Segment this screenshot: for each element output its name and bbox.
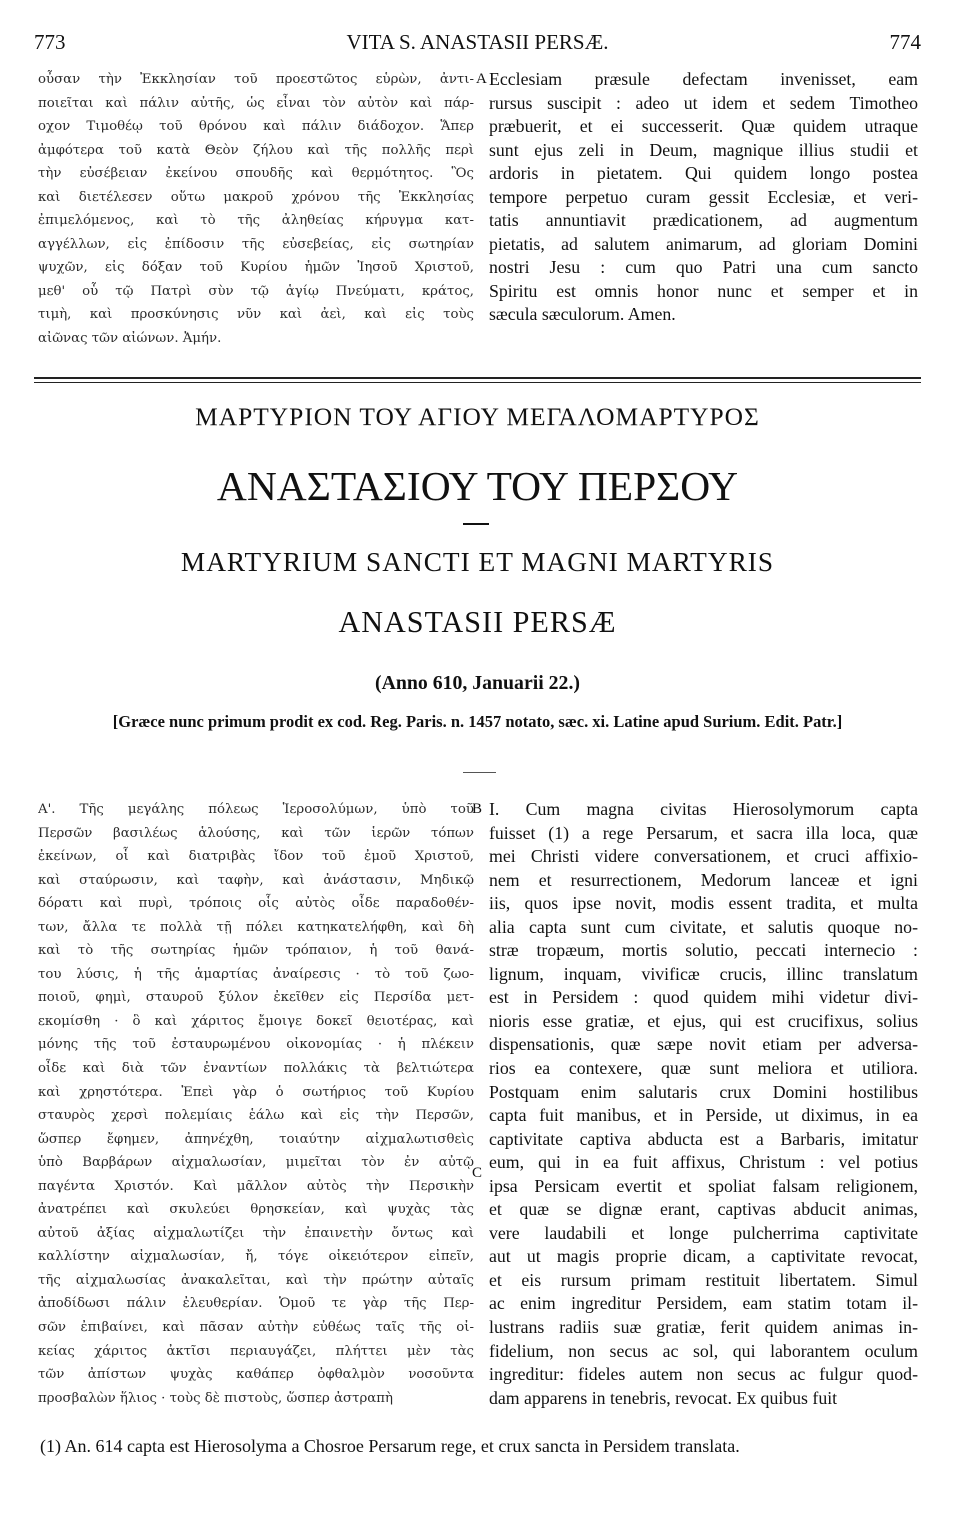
text-line: καὶ διετέλεσεν οὕτω μακροῦ χρόνου τῆς Ἐκκλησίας bbox=[38, 189, 474, 205]
text-line: ardoris in pietatem. Qui quidem longo postea bbox=[489, 163, 918, 184]
text-line: ἀμφότερα τοῦ κατὰ Θεὸν ζήλου καὶ τῆς πολλῆς περὶ bbox=[38, 142, 474, 158]
text-line: προσβαλὼν ἥλιος · τοὺς δὲ πιστοὺς, ὥσπερ ἀστραπὴ bbox=[38, 1390, 393, 1406]
text-line: Ecclesiam præsule defectam invenisset, eam bbox=[489, 69, 918, 89]
text-line: ingreditur: fideles autem non secus ac fulgur quod- bbox=[489, 1364, 918, 1385]
footnote: (1) An. 614 capta est Hierosolyma a Chosroe Persarum rege, et crux sancta in Persidem translata. bbox=[40, 1436, 740, 1456]
text-line: τιμὴ, καὶ προσκύνησις νῦν καὶ ἀεὶ, καὶ εἰς τοὺς bbox=[38, 307, 474, 323]
text-line: ὥσπερ ἔφημεν, ἀπηνέχθη, τοιαύτην αἰχμαλωτισθεὶς bbox=[38, 1131, 474, 1147]
text-line: ἀποδίδωσι πάλιν ἐλευθερίαν. Ὁμοῦ τε γὰρ τῆς Περ- bbox=[38, 1296, 474, 1312]
text-line: κείας χάριτος ἀκτῖσι περιαυγάζει, πλήττει μὲν τὰς bbox=[38, 1343, 474, 1359]
short-rule bbox=[463, 772, 496, 773]
text-line: μεθ' οὗ τῷ Πατρὶ σὺν τῷ ἁγίῳ Πνεύματι, κράτος, bbox=[38, 283, 474, 299]
text-line: aut ut magis proprie dicam, a captivitate revocat, bbox=[489, 1246, 918, 1267]
section-rule-thin bbox=[34, 382, 921, 383]
text-line: alia capta sunt cum civitate, et salutis quoque no- bbox=[489, 916, 918, 937]
text-line: dispensationis, quæ sæpe novit etiam per adversa- bbox=[489, 1034, 918, 1055]
text-line: præbuerit, et ei successerit. Quæ quidem utraque bbox=[489, 116, 918, 137]
text-line: των, ἄλλα τε πολλὰ τῇ πόλει κατηκατελήφθη, καὶ δὴ bbox=[38, 919, 474, 935]
text-line: οὖσαν τὴν Ἐκκλησίαν τοῦ προεστῶτος εὑρὼν, ἀντι- bbox=[38, 72, 474, 87]
greek-title-line2: ΑΝΑΣΤΑΣΙΟΥ ΤΟΥ ΠΕΡΣΟΥ bbox=[216, 463, 739, 509]
text-line: lustrans radiis suæ gratiæ, ferit quidem animas in- bbox=[489, 1317, 918, 1338]
text-line: captivitate captiva abducta est a Barbaris, imitatur bbox=[489, 1128, 918, 1149]
text-line: lignum, inquam, vivificæ crucis, illinc translatum bbox=[489, 963, 918, 984]
text-line: δόρατι καὶ πυρὶ, τρόποις οἷς αὐτὸς οἶδε παραδοθέν- bbox=[38, 896, 474, 912]
margin-marker-a: A bbox=[476, 71, 487, 87]
text-line: et eis rursum primam restituit libertatem. Simul bbox=[489, 1269, 918, 1290]
text-line: οἶδε καὶ διὰ τῶν ἐναντίων πολλάκις τὰ βελτιώτερα bbox=[38, 1061, 474, 1077]
text-line: nostri Jesu : cum quo Patri una cum sancto bbox=[489, 257, 918, 278]
running-title: VITA S. ANASTASII PERSÆ. bbox=[346, 30, 609, 54]
text-line: iis, quos ipse novit, modis essent tradita, et multa bbox=[489, 893, 918, 914]
text-line: dam apparens in tenebris, revocat. Ex quibus fuit bbox=[489, 1387, 838, 1408]
text-line: nem et resurrectionem, Medorum lanceæ et igni bbox=[489, 869, 918, 890]
text-line: ποιοῦ, φημὶ, σταυροῦ ξύλον ἐκεῖθεν εἰς Περσίδα μετ- bbox=[38, 990, 474, 1006]
text-line: αὐτοῦ ἀξίας αἰχμαλωτίζει τὴν ἐπαινετὴν ὄντως καὶ bbox=[38, 1225, 474, 1241]
running-header bbox=[34, 30, 921, 56]
text-line: capta fuit manibus, et in Perside, ut diximus, in ea bbox=[489, 1105, 918, 1126]
text-line: tatis annuntiavit prædicationem, ad augmentum bbox=[489, 210, 918, 231]
text-line: ac enim ingreditur Persidem, eam statim totam il- bbox=[489, 1293, 918, 1314]
text-line: et quæ se dignæ erant, captivas abducit animas, bbox=[489, 1199, 918, 1220]
text-line: ἐκείνων, οἷ καὶ διατριβὰς ἴδον τοῦ ἐμοῦ Χριστοῦ, bbox=[38, 849, 474, 865]
text-line: καὶ χρηστότερα. Ἐπεὶ γὰρ ὁ σωτήριος τοῦ Κυρίου bbox=[38, 1084, 474, 1100]
text-line: σῶν ἐπιβαίνει, καὶ πᾶσαν αὐτὴν εὐθέως ταῖς τῆς οἰ- bbox=[38, 1320, 474, 1336]
page-number-right: 774 bbox=[889, 30, 921, 54]
text-line: sunt ejus zeli in Deum, magnique illius studii et bbox=[489, 139, 918, 160]
text-line: vere laudabili et longe pulcherrima captivitate bbox=[489, 1222, 918, 1243]
text-line: pietatis, ad salutem animarum, ad gloriam Domini bbox=[489, 233, 918, 254]
bottom-greek-column bbox=[38, 798, 474, 1410]
text-line: nioris esse gratiæ, et ejus, qui est crucifixus, solius bbox=[489, 1010, 918, 1031]
text-line: eum, qui in ea fuit affixus, Christum : vel potius bbox=[489, 1152, 918, 1173]
text-line: ποιεῖται καὶ πάλιν αὐτῆς, ὡς εἶναι τὸν αὐτὸν καὶ πάρ- bbox=[38, 95, 474, 111]
text-line: αγγέλλων, εἰς ἐπίδοσιν τῆς εὐσεβείας, εἰς σωτηρίαν bbox=[38, 236, 474, 252]
section-rule-thick bbox=[34, 377, 921, 379]
text-line: sæcula sæculorum. Amen. bbox=[489, 304, 676, 325]
text-line: est in Persidem : quod quidem mihi videtur divi- bbox=[489, 987, 918, 1008]
margin-marker-b: B bbox=[472, 801, 483, 817]
text-line: Spiritu est omnis honor nunc et semper et in bbox=[489, 280, 918, 301]
text-line: σταυρὸς χερσὶ πολεμίαις ἑάλω καὶ εἰς τὴν Περσῶν, bbox=[38, 1108, 474, 1124]
text-line: μόνης τῆς τοῦ ἐσταυρωμένου οἰκονομίας · ἡ πλέκειν bbox=[38, 1037, 474, 1053]
text-line: ἐπιμελόμενος, καὶ τὸ τῆς ἀληθείας κήρυγμα κατ- bbox=[38, 213, 474, 229]
text-line: Α'. Τῆς μεγάλης πόλεως Ἱεροσολύμων, ὑπὸ τοῦ bbox=[38, 802, 474, 817]
text-line: καὶ σταύρωσιν, καὶ ταφὴν, καὶ ἀνάστασιν, Μηδικῷ bbox=[38, 872, 474, 888]
text-line: ipsa Persicam evertit et spoliat falsam religionem, bbox=[489, 1175, 918, 1196]
text-line: fidelium, non secus ac sol, qui laborantem oculum bbox=[489, 1340, 918, 1361]
text-line: Postquam enim salutaris crux Domini hostilibus bbox=[489, 1081, 918, 1102]
text-line: Περσῶν βασιλέως ἁλούσης, καὶ τῶν ἱερῶν τόπων bbox=[38, 825, 474, 841]
text-line: fuisset (1) a rege Persarum, et sacra illa loca, quæ bbox=[489, 822, 918, 843]
text-line: rios ea contexere, quæ sunt meliora et utiliora. bbox=[489, 1058, 918, 1079]
top-latin-column bbox=[489, 68, 918, 327]
title-dash bbox=[463, 523, 489, 525]
text-line: rursus suscipit : adeo ut idem et sedem Timotheo bbox=[489, 92, 918, 113]
text-line: αἰῶνας τῶν αἰώνων. Ἀμήν. bbox=[38, 331, 222, 347]
page-number-left: 773 bbox=[34, 30, 66, 54]
text-line: ὑπὸ Βαρβάρων αἰχμαλωσίαν, μιμεῖται τὸν ἐν αὐτῷ bbox=[38, 1155, 474, 1171]
text-line: τὴν εὐσέβειαν ἐκείνου σπουδῆς καὶ θερμότητος. Ὃς bbox=[38, 166, 474, 182]
text-line: του λύσις, ἡ τῆς ἁμαρτίας ἀναίρεσις · τὸ τοῦ ζωο- bbox=[38, 966, 474, 982]
text-line: I. Cum magna civitas Hierosolymorum capta bbox=[489, 799, 918, 819]
text-line: ψυχῶν, εἰς δόξαν τοῦ Κυρίου ἡμῶν Ἰησοῦ Χριστοῦ, bbox=[38, 260, 474, 276]
text-line: tempore perpetuo curam gessit Ecclesiæ, et veri- bbox=[489, 186, 918, 207]
text-line: καλλίστην αἰχμαλωσίαν, ἤ, τόγε οἰκειότερον εἰπεῖν, bbox=[38, 1249, 474, 1265]
latin-title-line2: ANASTASII PERSÆ bbox=[338, 605, 617, 639]
editorial-note: [Græce nunc primum prodit ex cod. Reg. Paris. n. 1457 notato, sæc. xi. Latine apud Surium. Edit. Patr.] bbox=[112, 712, 843, 731]
bottom-latin-column bbox=[489, 798, 918, 1410]
text-line: τῆς αἰχμαλωσίας ἀνακαλεῖται, καὶ τὴν πρώτην αὐταῖς bbox=[38, 1272, 474, 1288]
text-line: stræ tropæum, mortis solutio, peccati internecio : bbox=[489, 940, 918, 961]
text-line: παγέντα Χριστόν. Καὶ μᾶλλον αὐτὸς τὴν Περσικὴν bbox=[38, 1178, 474, 1194]
text-line: τῶν ἀπίστων ψυχὰς καθάπερ ὀφθαλμὸν νοσοῦντα bbox=[38, 1367, 474, 1383]
text-line: ἀνατρέπει καὶ σκυλεύει θρησκείαν, καὶ ψυχὰς τὰς bbox=[38, 1202, 474, 1218]
text-line: mei Christi videre conversationem, et cruci affixio- bbox=[489, 846, 918, 867]
date-line: (Anno 610, Januarii 22.) bbox=[375, 672, 580, 694]
greek-title-line1: ΜΑΡΤΥΡΙΟΝ ΤΟΥ ΑΓΙΟΥ ΜΕΓΑΛΟΜΑΡΤΥΡΟΣ bbox=[195, 402, 760, 431]
margin-marker-c: C bbox=[472, 1165, 483, 1181]
text-line: καὶ τὸ τῆς σωτηρίας ἡμῶν τρόπαιον, ἡ τοῦ θανά- bbox=[38, 943, 474, 959]
top-greek-column bbox=[38, 68, 474, 351]
latin-title-line1: MARTYRIUM SANCTI ET MAGNI MARTYRIS bbox=[180, 547, 775, 577]
text-line: εκομίσθη · ὃ καὶ χάριτος ἔμοιγε δοκεῖ θειοτέρας, καὶ bbox=[38, 1013, 474, 1029]
text-line: οχον Τιμοθέῳ τοῦ θρόνου καὶ πάλιν διάδοχον. Ἅπερ bbox=[38, 119, 474, 135]
